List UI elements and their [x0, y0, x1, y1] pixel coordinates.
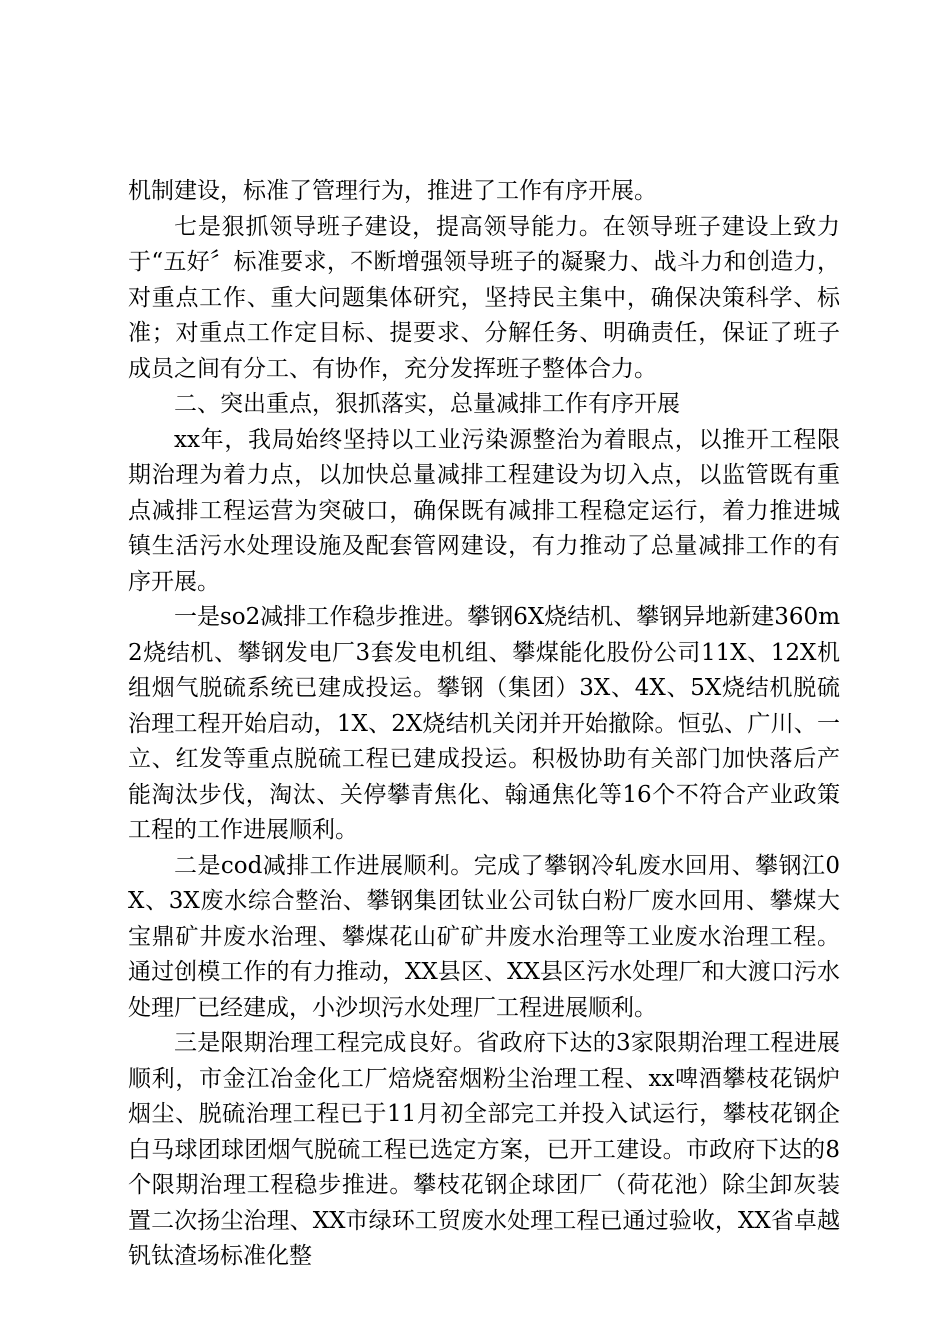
paragraph-cod-reduction: 二是cod减排工作进展顺利。完成了攀钢冷轧废水回用、攀钢江0X、3X废水综合整治、攀钢集团钛业公司钛白粉厂废水回用、攀煤大宝鼎矿井废水治理、攀煤花山矿矿井废水治理等工业废水治理工程。通过创模工作的有力推动，XX县区、XX县区污水处理厂和大渡口污水处理厂已经建成，小沙坝污水处理厂工程进展顺利。	[128, 852, 840, 1021]
paragraph-so2-reduction: 一是so2减排工作稳步推进。攀钢6X烧结机、攀钢异地新建360m2烧结机、攀钢发电厂3套发电机组、攀煤能化股份公司11X、12X机组烟气脱硫系统已建成投运。攀钢（集团）3X、4X、5X烧结机脱硫治理工程开始启动，1X、2X烧结机关闭并开始撤除。恒弘、广川、一立、红发等重点脱硫工程已建成投运。积极协助有关部门加快落后产能淘汰步伐，淘汰、关停攀青焦化、翰通焦化等16个不符合产业政策工程的工作进展顺利。	[128, 604, 841, 843]
paragraph-emission-overview: xx年，我局始终坚持以工业污染源整治为着眼点，以推开工程限期治理为着力点，以加快总量减排工程建设为切入点，以监管既有重点减排工程运营为突破口，确保既有减排工程稳定运行，着力推进城镇生活污水处理设施及配套管网建设，有力推动了总量减排工作的有序开展。	[128, 426, 840, 595]
paragraph-continuation: 机制建设，标准了管理行为，推进了工作有序开展。	[128, 178, 657, 204]
section-heading-emission-reduction: 二、突出重点，狠抓落实，总量减排工作有序开展	[174, 391, 680, 417]
paragraph-deadline-treatment: 三是限期治理工程完成良好。省政府下达的3家限期治理工程进展顺利，市金江冶金化工厂焙烧窑烟粉尘治理工程、xx啤酒攀枝花锅炉烟尘、脱硫治理工程已于11月初全部完工并投入试运行，攀枝花钢企白马球团球团烟气脱硫工程已选定方案，已开工建设。市政府下达的8个限期治理工程稳步推进。攀枝花钢企球团厂（荷花池）除尘卸灰装置二次扬尘治理、XX市绿环工贸废水处理工程已通过验收，XX省卓越钒钛渣场标准化整	[128, 1030, 840, 1269]
paragraph-leadership: 七是狠抓领导班子建设，提高领导能力。在领导班子建设上致力于“五好〞标准要求，不断增强领导班子的凝聚力、战斗力和创造力，对重点工作、重大问题集体研究，坚持民主集中，确保决策科学、标准；对重点工作定目标、提要求、分解任务、明确责任，保证了班子成员之间有分工、有协作，充分发挥班子整体合力。	[128, 213, 840, 382]
document-page	[128, 174, 840, 1275]
